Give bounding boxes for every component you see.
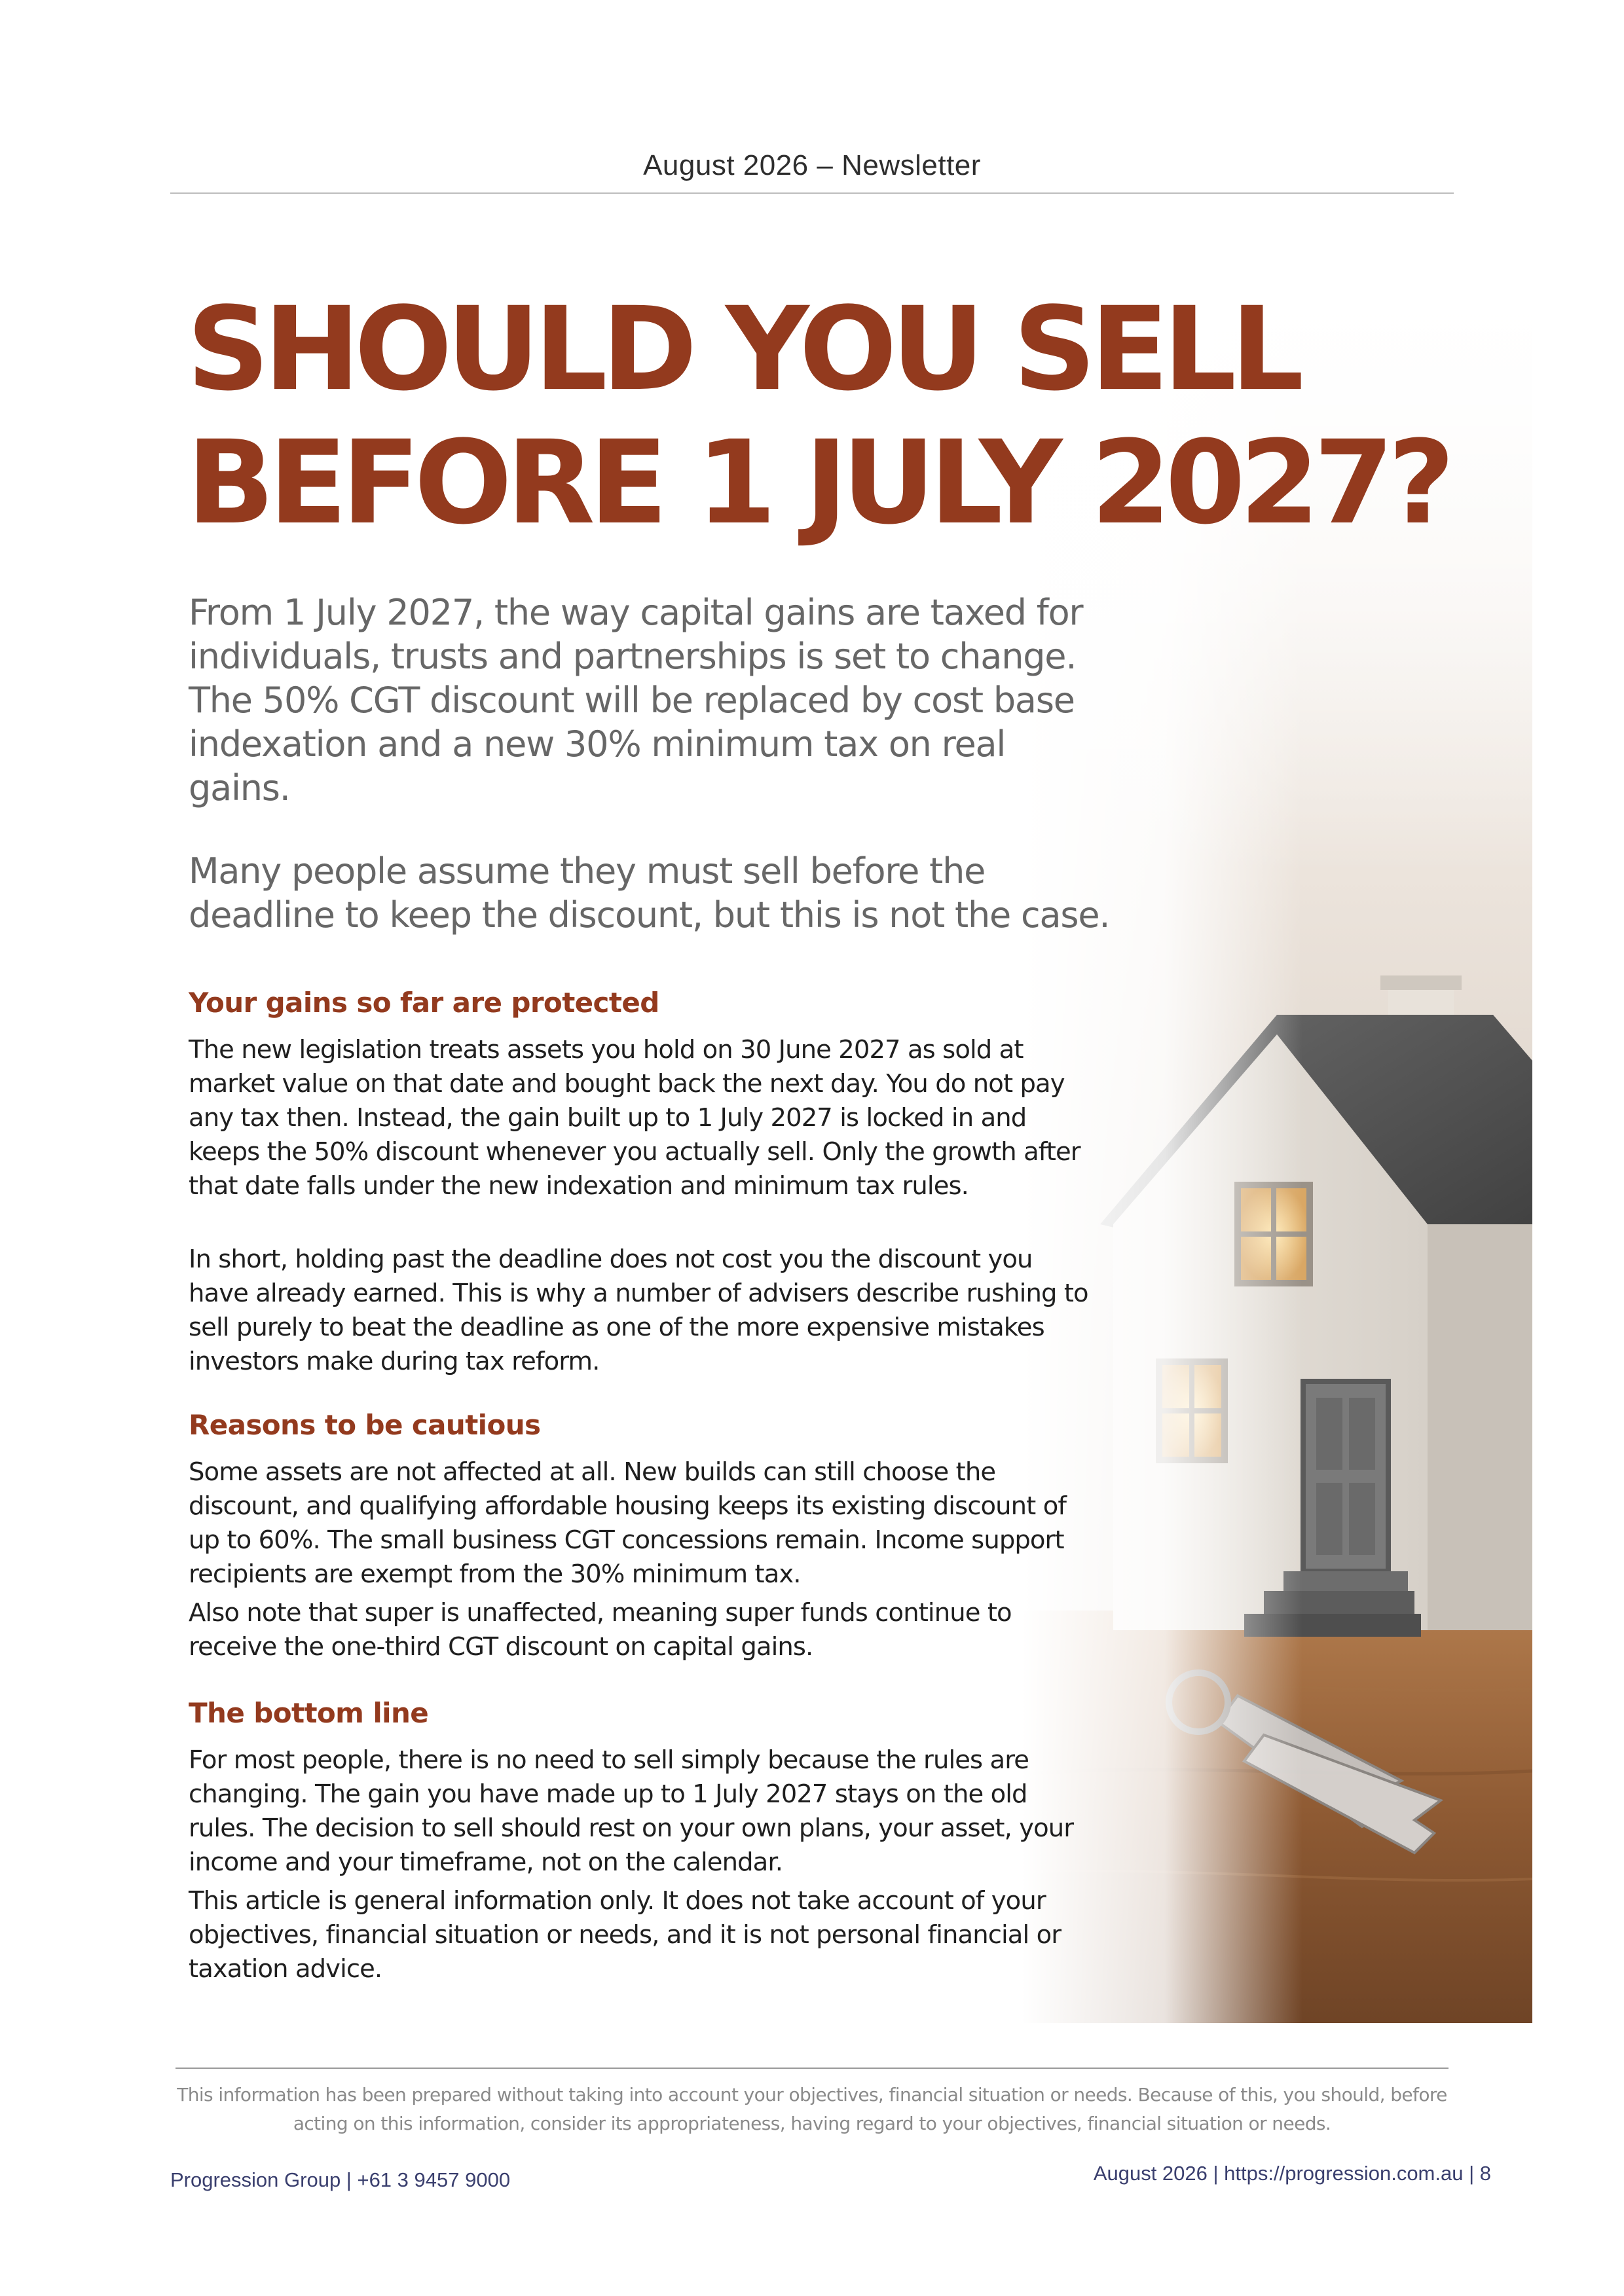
article-title-line-1: SHOULD YOU SELL — [187, 282, 1299, 416]
section-1-paragraph-1: The new legislation treats assets you hold on 30 June 2027 as sold at market value on that date and bought back the next day. You do not pay any tax then. Instead, the gain built up to 1 July 2027 is locked in and keeps the 50% discount whenever you actually sell. Only the growth after that date falls under the new indexation and minimum tax rules. — [189, 1035, 1080, 1201]
section-3-paragraph-2: This article is general information only. It does not take account of your objectives, financial situation or needs, and it is not personal financial or taxation advice. — [189, 1886, 1061, 1984]
section-2-paragraph-1: Some assets are not affected at all. New builds can still choose the discount, and qualifying affordable housing keeps its existing discount of up to 60%. The small business CGT concessions remain. Income support recipients are exempt from the 30% minimum tax. — [189, 1457, 1067, 1589]
section-heading-gains-protected: Your gains so far are protected — [189, 987, 659, 1019]
footer-contact: Progression Group | +61 3 9457 9000 — [170, 2168, 511, 2191]
footer-page-info: August 2026 | https://progression.com.au | 8 — [1093, 2162, 1491, 2185]
article-title — [187, 283, 1496, 550]
footer-disclaimer: This information has been prepared without taking into account your objectives, financial situation or needs. Because of this, you should, before acting on this information, consider its appropriateness, having regard to your objectives, financial situation or needs. — [177, 2084, 1447, 2134]
section-2-paragraph-2: Also note that super is unaffected, meaning super funds continue to receive the one-third CGT discount on capital gains. — [189, 1598, 1012, 1662]
section-1-paragraph-2: In short, holding past the deadline does not cost you the discount you have already earned. This is why a number of advisers describe rushing to sell purely to beat the deadline as one of the more expensive mistakes investors make during tax reform. — [189, 1245, 1088, 1376]
footer-divider — [175, 2068, 1449, 2069]
article-title-line-2: BEFORE 1 JULY 2027? — [187, 416, 1449, 550]
section-heading-reasons-cautious: Reasons to be cautious — [189, 1409, 541, 1441]
header-divider — [170, 192, 1454, 194]
section-heading-bottom-line: The bottom line — [189, 1697, 429, 1729]
intro-paragraph-2: Many people assume they must sell before the deadline to keep the discount, but this is not the case. — [189, 850, 1110, 936]
section-3-paragraph-1: For most people, there is no need to sell simply because the rules are changing. The gain you have made up to 1 July 2027 stays on the old rules. The decision to sell should rest on your own plans, your asset, your income and your timeframe, not on the calendar. — [189, 1745, 1074, 1877]
intro-paragraph-1: From 1 July 2027, the way capital gains are taxed for individuals, trusts and partnerships is set to change. The 50% CGT discount will be replaced by cost base indexation and a new 30% minimum tax on real gains. — [189, 592, 1083, 809]
newsletter-header: August 2026 – Newsletter — [643, 149, 981, 181]
